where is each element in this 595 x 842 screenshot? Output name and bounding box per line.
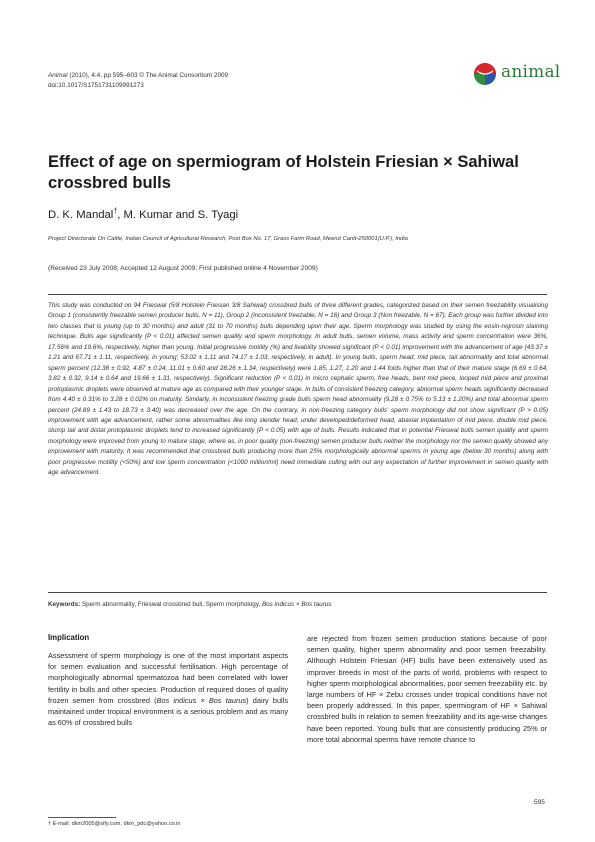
doi-line: doi:10.1017/S1751731109991273 [48, 81, 144, 89]
keywords-text: Sperm abnormality, Frieswal crossbred bull, Sperm morphology, [80, 601, 262, 608]
journal-name: Animal [48, 72, 68, 79]
citation-block [48, 71, 228, 90]
divider [48, 592, 547, 593]
abstract [48, 301, 548, 479]
keywords-label: Keywords: [48, 601, 81, 608]
keywords [48, 601, 331, 608]
authors [48, 208, 238, 221]
received-dates: (Received 23 July 2008; Accepted 12 August 2009; First published online 4 November 2009) [48, 265, 318, 272]
right-column [307, 633, 547, 745]
footnote-divider [48, 817, 116, 818]
affiliation: Project Directorate On Cattle, Indian Council of Agricultural Research, Post Box No. 17, Grass Farm Road, Meerut Cantt-250001(U.P.), India [48, 236, 408, 242]
paragraph-text: Assessment of sperm morphology is one of the most important aspects for semen evaluation and successful fertilisation. High percentage of morphologically abnormal spermatozoa had been correlated with lower fertility in bulls and other species. Production of required doses of quality frozen semen from crossbred ( [48, 651, 288, 705]
author-rest: , M. Kumar and S. Tyagi [117, 208, 239, 221]
tricolor-circle-icon [473, 62, 497, 86]
species-name: Bos indicus × Bos taurus [156, 695, 247, 705]
logo-wordmark: animal [501, 62, 561, 82]
abstract-text: This study was conducted on 94 Frieswal (5/8 Holstein Friesian 3/8 Sahiwal) crossbred bulls of three different grades, categorized based on their semen freezability visualising Group 1 (consistently freezable semen producer bulls, N = 11), Group 2 (inconsistent freezable, N = 16) and Group 3 (Non freezable, N = 67). Each group was further divided into two classes that is young (up to 30 months) and adult (31 to 70 months) bulls depending upon their age. Sperm morphology was studied by using the eosin-nigrosin staining technique. Bulls age significantly (P < 0.01) affected semen quality and sperm morphology. In adult bulls, semen volume, mass activity and sperm concentration were 36%, 17.56% and 19.6%, respectively, higher than young. Initial progressive motility (%) and livability showed significant (P < 0.01) improvement with the advancement of age (43.37 ± 1.21 and 67.71 ± 1.11, respectively, in young; 53.02 ± 1.11 and 74.17 ± 1.03, respectively, in adult). In young bulls, sperm head, mid piece, tail abnormality and total abnormal sperm percent (12.38 ± 0.92, 4.87 ± 0.24, 11.01 ± 0.60 and 28.26 ± 1.34, respectively) were 1.85, 1.27, 1.20 and 1.44 folds higher than that of their mature stage (6.69 ± 0.64, 3.82 ± 0.32, 9.14 ± 0.64 and 19.66 ± 1.31, respectively). Significant reduction (P < 0.01) in micro cephalic sperm, free heads, bent mid piece, looped mid piece and proximal protoplasmic droplets were observed at mature age as compared with their younger stage. In bulls of consistent freezing category, abnormal sperm heads significantly decreased from 4.40 ± 0.31% to 3.28 ± 0.02% on maturity. Similarly, in inconsistent freezing grade bulls sperm head abnormality (9.28 ± 0.75% to 5.13 ± 1.20%) and total abnormal sperm percent (24.89 ± 1.43 to 18.73 ± 3.40) was decreased over the age. On the contrary, in non-freezing category bulls' sperm morphology did not show significant (P > 0.05) improvement with age advancement, rather some abnormalities like long slender head, under developed/deformed head, abaxial implantation of mid piece, double mid piece, stump tail and distal protoplasmic droplets tend to increased significantly (P < 0.05) with age of bulls. Results indicated that in potential Frieswal bulls semen quality and sperm morphology were improved from young to mature stage, where as, in poor quality (non-freezing) semen producer bulls neither the morphology nor the semen quality showed any improvement with maturity. It was recommended that crossbred bulls producing more than 25% morphologically abnormal sperms in young age (below 30 months) along with poor progressive motility (<50%) and low sperm concentration (<1000 million/ml) need immediate culling with out any expectation of further improvement in semen quality with age advancement. [48, 302, 548, 477]
paragraph-text: are rejected from frozen semen production stations because of poor semen quality, higher sperm abnormality and poor semen freezability. Although Holstein Friesian (HF) bulls have been extensively used as improver breeds in most of the parts of world, problems with respect to higher sperm morphological abnormalities, poor semen freezability etc. by large numbers of HF × Zebu crosses under tropical conditions have not been properly addressed. In this paper, spermiogram of HF × Sahiwal crossbred bulls in relation to semen freezability and its age-wise changes have been reported. Young bulls that are consistently producing 25% or more total abnormal sperms have remote chance to [307, 634, 548, 744]
footnote-mark: † [113, 208, 118, 215]
left-column [48, 650, 288, 728]
paragraph-text: ) dairy bulls maintained under tropical environment is a serious problem and as many as 60% of crossbred bulls [48, 695, 288, 728]
divider [48, 294, 547, 295]
footnote: † E-mail: dkm2005@sify.com, dkm_pdc@yahoo.co.in [48, 821, 181, 827]
page-number: 595 [534, 799, 545, 806]
paragraph [48, 650, 288, 728]
article-title: Effect of age on spermiogram of Holstein Friesian × Sahiwal crossbred bulls [48, 153, 519, 192]
journal-logo [473, 61, 577, 87]
section-heading: Implication [48, 633, 90, 642]
citation-line [48, 71, 228, 81]
keywords-species: Bos indicus × Bos taurus [261, 601, 332, 608]
citation-details: (2010), 4:4, pp 595–603 © The Animal Consortium 2009 [69, 72, 229, 79]
author-first: D. K. Mandal [48, 208, 114, 221]
